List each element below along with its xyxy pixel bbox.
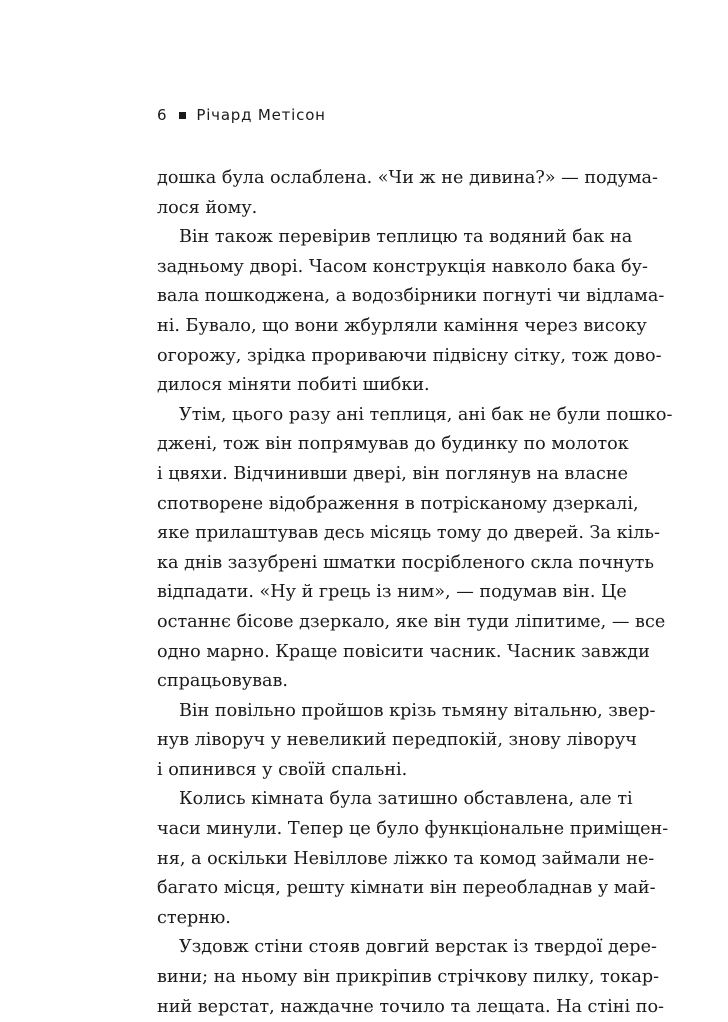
- author-name: Річард Метісон: [196, 106, 326, 124]
- text-line: ка днів зазубрені шматки посрібленого скла почнуть: [157, 552, 654, 573]
- text-line: Утім, цього разу ані теплиця, ані бак не були пошко-: [179, 404, 673, 425]
- text-line: і цвяхи. Відчинивши двері, він поглянув на власне: [157, 463, 628, 484]
- text-line: огорожу, зрідка прориваючи підвісну сітку, тож дово-: [157, 345, 662, 366]
- text-line: Він також перевірив теплицю та водяний бак на: [179, 227, 633, 248]
- text-line: яке прилаштував десь місяць тому до дверей. За кіль-: [157, 523, 660, 544]
- text-line: спрацьовував.: [157, 671, 288, 692]
- text-line: стерню.: [157, 907, 231, 928]
- text-line: часи минули. Тепер це було функціональне приміщен-: [157, 819, 669, 840]
- text-line: Уздовж стіни стояв довгий верстак із твердої дере-: [179, 937, 657, 958]
- text-line: ні. Бувало, що вони жбурляли каміння через високу: [157, 315, 647, 336]
- text-line: багато місця, решту кімнати він переобладнав у май-: [157, 878, 656, 899]
- text-line: джені, тож він попрямував до будинку по молоток: [157, 434, 629, 455]
- paragraph: [157, 401, 673, 697]
- text-line: лося йому.: [157, 197, 258, 218]
- paragraph: [157, 697, 656, 786]
- body-text: [157, 164, 673, 1022]
- text-line: Колись кімната була затишно обставлена, але ті: [179, 789, 633, 810]
- text-line: дошка була ослаблена. «Чи ж не дивина?» — подума-: [157, 168, 658, 188]
- paragraph: [157, 164, 658, 223]
- square-bullet-icon: [179, 112, 186, 119]
- text-line: одно марно. Краще повісити часник. Часник завжди: [157, 641, 650, 662]
- paragraph: [157, 223, 665, 401]
- text-line: відпадати. «Ну й грець із ним», — подумав він. Це: [157, 582, 627, 603]
- paragraph: [157, 785, 669, 933]
- text-line: вала пошкоджена, а водозбірники погнуті чи відлама-: [157, 286, 665, 307]
- text-line: останнє бісове дзеркало, яке він туди ліпитиме, — все: [157, 611, 666, 632]
- text-line: ня, а оскільки Невіллове ліжко та комод займали не-: [157, 848, 655, 869]
- paragraph: [157, 933, 664, 1022]
- text-line: дилося міняти побиті шибки.: [157, 375, 430, 396]
- text-line: вини; на ньому він прикріпив стрічкову пилку, токар-: [157, 967, 660, 988]
- text-line: Він повільно пройшов крізь тьмяну вітальню, звер-: [179, 700, 656, 721]
- text-line: задньому дворі. Часом конструкція навколо бака бу-: [157, 256, 648, 277]
- text-line: нув ліворуч у невеликий передпокій, знову ліворуч: [157, 730, 637, 751]
- text-line: спотворене відображення в потрісканому дзеркалі,: [157, 493, 639, 514]
- page-number: 6: [157, 106, 168, 124]
- text-line: ний верстат, наждачне точило та лещата. На стіні по-: [157, 996, 664, 1017]
- running-header: [157, 106, 326, 124]
- text-line: і опинився у своїй спальні.: [157, 759, 408, 780]
